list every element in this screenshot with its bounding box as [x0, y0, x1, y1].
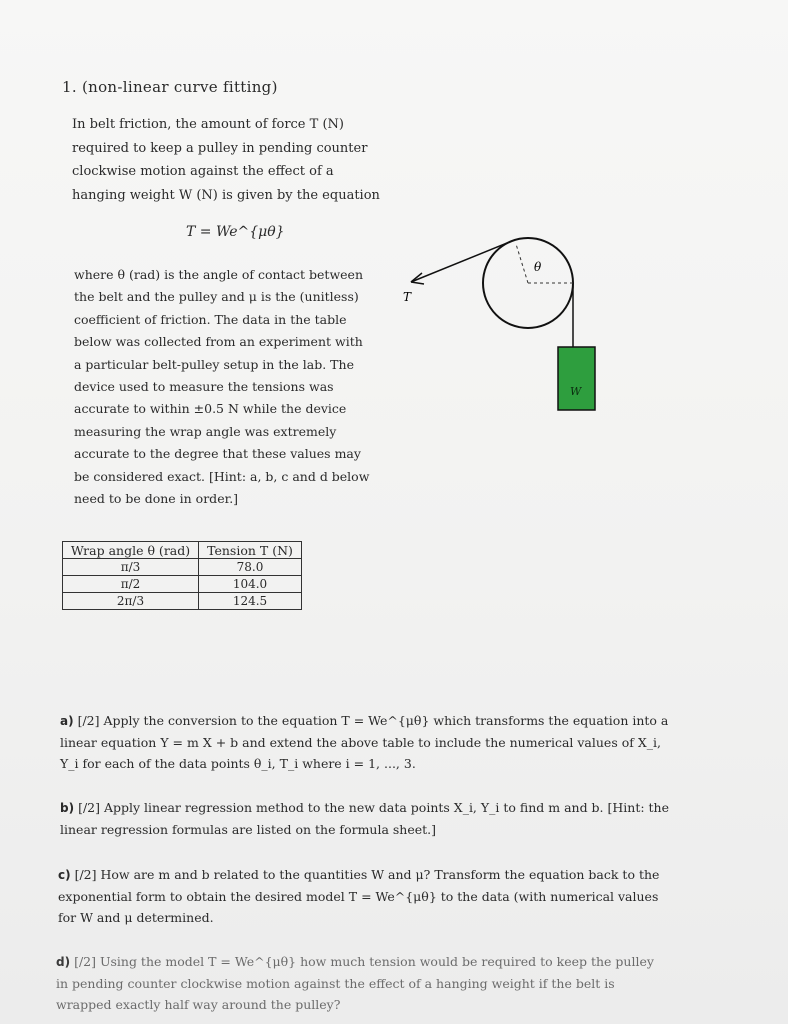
data-table	[62, 541, 302, 610]
question-c-text: [/2] How are m and b related to the quantities W and μ? Transform the equation back to the exponential form to obtain the desired model T = We^{μθ} to the data (with numerical values for W and μ determined.	[58, 867, 660, 925]
column-header-wrap-angle: Wrap angle θ (rad)	[63, 542, 199, 559]
tension-label: T	[403, 290, 412, 304]
question-c	[58, 864, 668, 928]
column-header-tension: Tension T (N)	[199, 542, 302, 559]
main-equation: T = We^{μθ}	[186, 224, 285, 240]
table-cell: 2π/3	[63, 593, 199, 610]
question-d-label: d)	[56, 955, 71, 969]
weight-label: W	[570, 385, 582, 398]
question-b-label: b)	[60, 801, 75, 815]
question-c-label: c)	[58, 868, 71, 882]
table-cell: π/2	[63, 576, 199, 593]
table-cell: 124.5	[199, 593, 302, 610]
weight-box	[558, 347, 595, 410]
problem-description: where θ (rad) is the angle of contact between the belt and the pulley and μ is the (unitless) coefficient of friction. The data in the table below was collected from an experiment with a particular belt-pulley setup in the lab. The device used to measure the tensions was accurate to within ±0.5 N while the device measuring the wrap angle was extremely accurate to the degree that these values may be considered exact. [Hint: a, b, c and d below need to be done in order.]	[74, 267, 370, 507]
table-header-row	[63, 542, 302, 559]
tension-arrow-icon	[411, 273, 424, 284]
belt-tension-line	[411, 241, 512, 282]
question-d	[56, 951, 666, 1015]
table-cell: 78.0	[199, 559, 302, 576]
table-row	[63, 593, 302, 610]
theta-label: θ	[534, 260, 542, 274]
question-d-text: [/2] Using the model T = We^{μθ} how much tension would be required to keep the pulley in pending counter clockwise motion against the effect of a hanging weight if the belt is wrapped exactly half way around the pulley?	[56, 954, 654, 1012]
question-b	[60, 797, 670, 840]
problem-intro: In belt friction, the amount of force T (N) required to keep a pulley in pending counter clockwise motion against the effect of a hanging weight W (N) is given by the equation	[72, 117, 380, 203]
table-row	[63, 576, 302, 593]
question-a-text: [/2] Apply the conversion to the equation T = We^{μθ} which transforms the equation into a linear equation Y = m X + b and extend the above table to include the numerical values of X_i, Y_i for each of the data points θ_i, T_i where i = 1, ..., 3.	[60, 713, 669, 771]
table-cell: π/3	[63, 559, 199, 576]
angle-ray-vertical	[516, 244, 528, 283]
question-a	[60, 710, 670, 774]
pulley-diagram	[400, 235, 600, 415]
problem-heading: 1. (non-linear curve fitting)	[62, 78, 278, 96]
question-a-label: a)	[60, 714, 74, 728]
question-b-text: [/2] Apply linear regression method to the new data points X_i, Y_i to find m and b. [Hint: the linear regression formulas are listed on the formula sheet.]	[60, 800, 669, 837]
table-row	[63, 559, 302, 576]
table-cell: 104.0	[199, 576, 302, 593]
